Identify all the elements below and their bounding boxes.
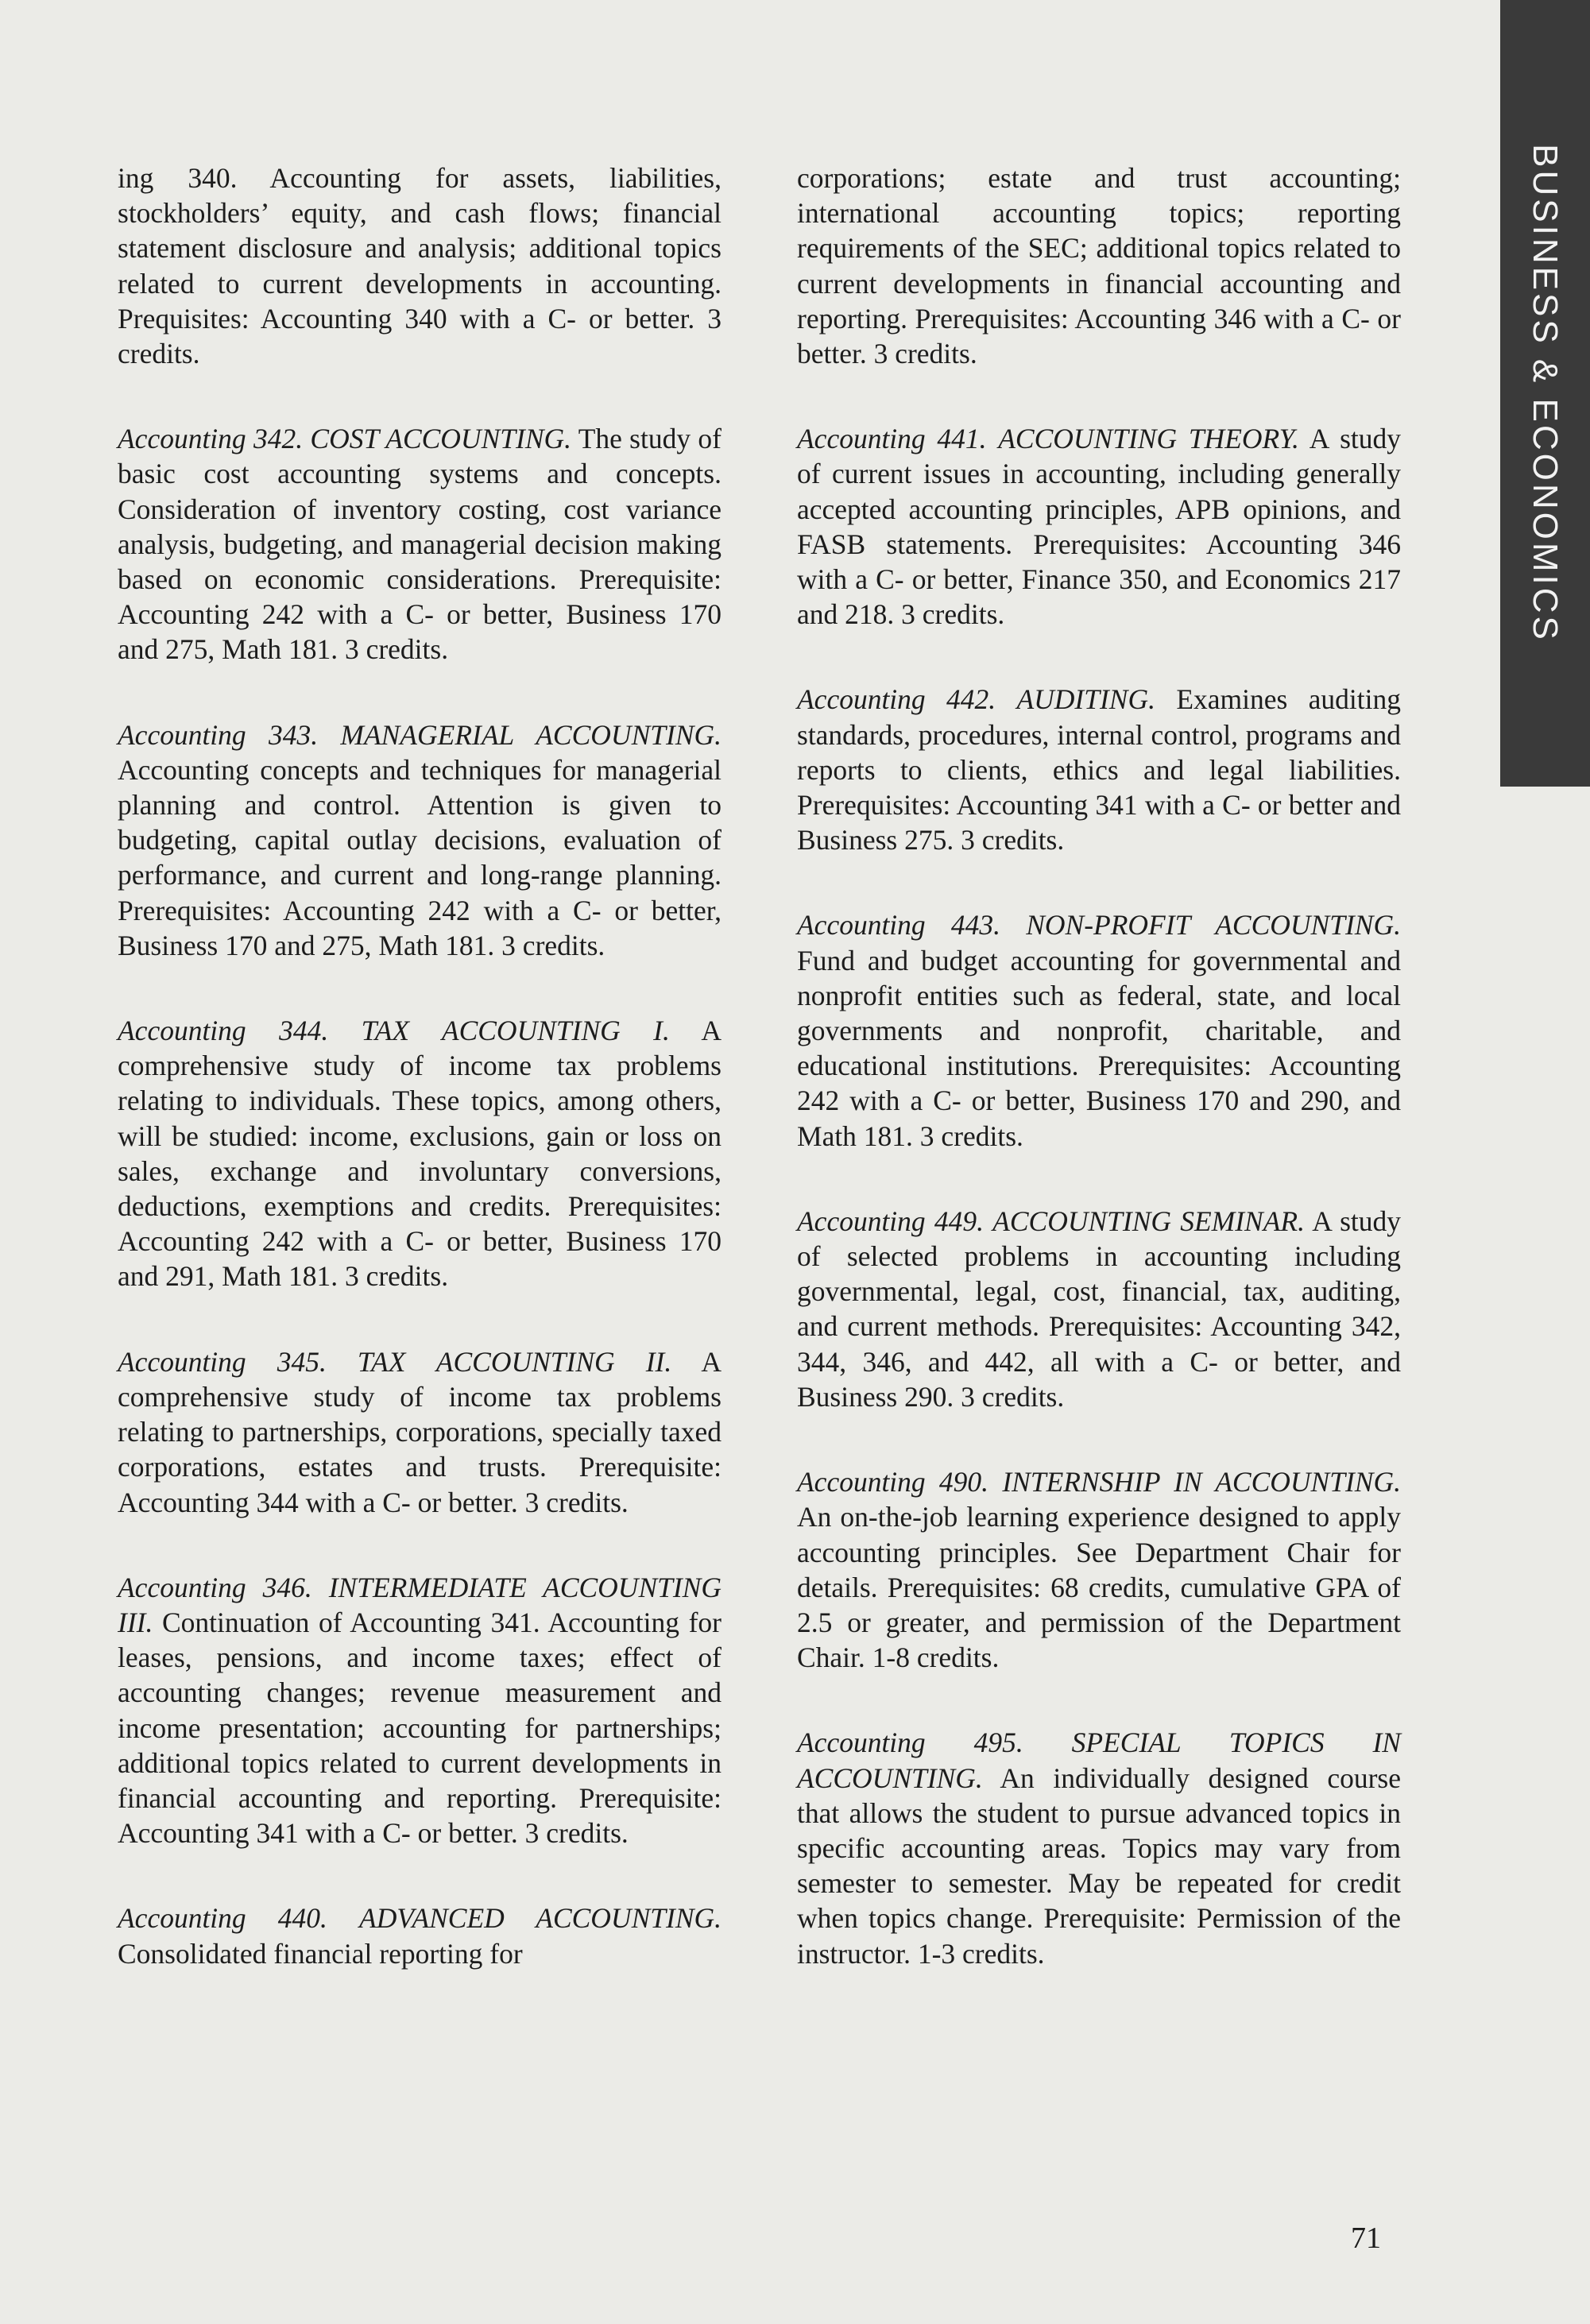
course-number: Accounting 449.: [797, 1205, 984, 1237]
course-description: Continuation of Accounting 341. Accounting for leases, pensions, and income taxes; effect of accounting changes; revenue measurement and income presentation; accounting for partnerships; additional topics related to current developments in financial accounting and reporting. Prerequisite: Accounting 341 with a C- or better. 3 credits.: [118, 1606, 721, 1850]
course-entry-accounting-440: [118, 1901, 721, 1970]
course-entry-accounting-344: [118, 1013, 721, 1294]
course-description: A comprehensive study of income tax problems relating to partnerships, corporations, specially taxed corporations, estates and trusts. Prerequisite: Accounting 344 with a C- or better. 3 credits.: [118, 1345, 722, 1518]
course-number: Accounting 443.: [797, 909, 1001, 942]
course-title: NON-PROFIT ACCOUNTING.: [1026, 909, 1401, 942]
course-title: MANAGERIAL ACCOUNTING.: [340, 718, 721, 751]
course-number: Accounting 344.: [118, 1015, 329, 1047]
course-number: Accounting 442.: [797, 683, 996, 716]
course-title: TAX ACCOUNTING I.: [361, 1015, 670, 1047]
course-number: Accounting 346.: [118, 1571, 312, 1603]
course-number: Accounting 440.: [118, 1902, 327, 1935]
course-number: Accounting 495.: [797, 1727, 1023, 1759]
section-tab-label: BUSINESS & ECONOMICS: [1526, 144, 1565, 643]
course-entry-accounting-345: [118, 1344, 721, 1520]
course-entry-accounting-342: [118, 421, 721, 667]
page-number: 71: [1351, 2222, 1381, 2255]
continued-course-text: corporations; estate and trust accounting; international accounting topics; reporting requirements of the SEC; additional topics related to current developments in financial accounting and reporting. Prerequisites: Accounting 346 with a C- or better. 3 credits.: [797, 162, 1401, 370]
course-title: TAX ACCOUNTING II.: [357, 1345, 672, 1378]
course-title: ACCOUNTING THEORY.: [998, 423, 1299, 455]
course-title: ADVANCED ACCOUNTING.: [359, 1902, 722, 1935]
course-entry-accounting-346: [118, 1570, 721, 1851]
course-title: INTERNSHIP IN ACCOUNTING.: [1002, 1466, 1401, 1498]
course-entry-accounting-441: [797, 421, 1401, 632]
course-entry-accounting-495: [797, 1725, 1401, 1970]
course-title: AUDITING.: [1016, 683, 1155, 716]
course-description: An on-the-job learning experience designed to apply accounting principles. See Department Chair for details. Prerequisites: 68 credits, cumulative GPA of 2.5 or greater, and permission of the Department Chair. 1-8 credits.: [797, 1501, 1401, 1674]
course-number: Accounting 342.: [118, 423, 304, 455]
continued-course-text: ing 340. Accounting for assets, liabilities, stockholders’ equity, and cash flows; financial statement disclosure and analysis; additional topics related to current developments in accounting. Prequisites: Accounting 340 with a C- or better. 3 credits.: [118, 162, 721, 370]
course-description: The study of basic cost accounting systems and concepts. Consideration of inventory costing, cost variance analysis, budgeting, and managerial decision making based on economic considerations. Prerequisite: Accounting 242 with a C- or better, Business 170 and 275, Math 181. 3 credits.: [118, 423, 721, 666]
course-description: Examines auditing standards, procedures, internal control, programs and reports to clients, ethics and legal liabilities. Prerequisites: Accounting 341 with a C- or better and Business 275. 3 credits.: [797, 683, 1401, 857]
course-description: Consolidated financial reporting for: [118, 1937, 523, 1970]
left-column: [118, 160, 721, 2021]
course-number: Accounting 345.: [118, 1345, 327, 1378]
course-description: A study of selected problems in accounting including governmental, legal, cost, financial, tax, auditing, and current methods. Prerequisites: Accounting 342, 344, 346, and 442, all with a C- or better, and Business 290. 3 credits.: [797, 1205, 1402, 1413]
course-number: Accounting 490.: [797, 1466, 989, 1498]
course-entry-accounting-442: [797, 682, 1401, 857]
course-number: Accounting 441.: [797, 423, 987, 455]
course-description: An individually designed course that allows the student to pursue advanced topics in specific accounting areas. Topics may vary from semester to semester. May be repeated for credit when topics change. Prerequisite: Permission of the instructor. 1-3 credits.: [797, 1761, 1401, 1970]
course-title: COST ACCOUNTING.: [310, 423, 572, 455]
course-title: SPECIAL TOPICS IN ACCOUNTING.: [797, 1727, 1401, 1794]
course-description: Accounting concepts and techniques for managerial planning and control. Attention is given to budgeting, capital outlay decisions, evaluation of performance, and current and long-range planning. Prerequisites: Accounting 242 with a C- or better, Business 170 and 275, Math 181. 3 credits.: [118, 753, 721, 961]
section-side-tab: [1500, 0, 1590, 787]
course-entry-accounting-490: [797, 1464, 1401, 1675]
course-title: ACCOUNTING SEMINAR.: [992, 1205, 1305, 1237]
course-entry-accounting-449: [797, 1204, 1401, 1414]
course-title: INTERMEDIATE ACCOUNTING III.: [118, 1571, 722, 1638]
course-entry-accounting-343: [118, 717, 721, 963]
course-entry-accounting-443: [797, 907, 1401, 1153]
course-description: A comprehensive study of income tax problems relating to individuals. These topics, among others, will be studied: income, exclusions, gain or loss on sales, exchange and involuntary conversions, deductions, exemptions and credits. Prerequisites: Accounting 242 with a C- or better, Business 170 and 291, Math 181. 3 credits.: [118, 1015, 721, 1293]
course-description: Fund and budget accounting for governmental and nonprofit entities such as federal, state, and local governments and nonprofit, charitable, and educational institutions. Prerequisites: Accounting 242 with a C- or better, Business 170 and 290, and Math 181. 3 credits.: [797, 944, 1401, 1152]
course-number: Accounting 343.: [118, 718, 319, 751]
course-description: A study of current issues in accounting, including generally accepted accounting principles, APB opinions, and FASB statements. Prerequisites: Accounting 346 with a C- or better, Finance 350, and Economics 217 and 218. 3 credits.: [797, 423, 1402, 631]
right-column: [797, 160, 1401, 2021]
